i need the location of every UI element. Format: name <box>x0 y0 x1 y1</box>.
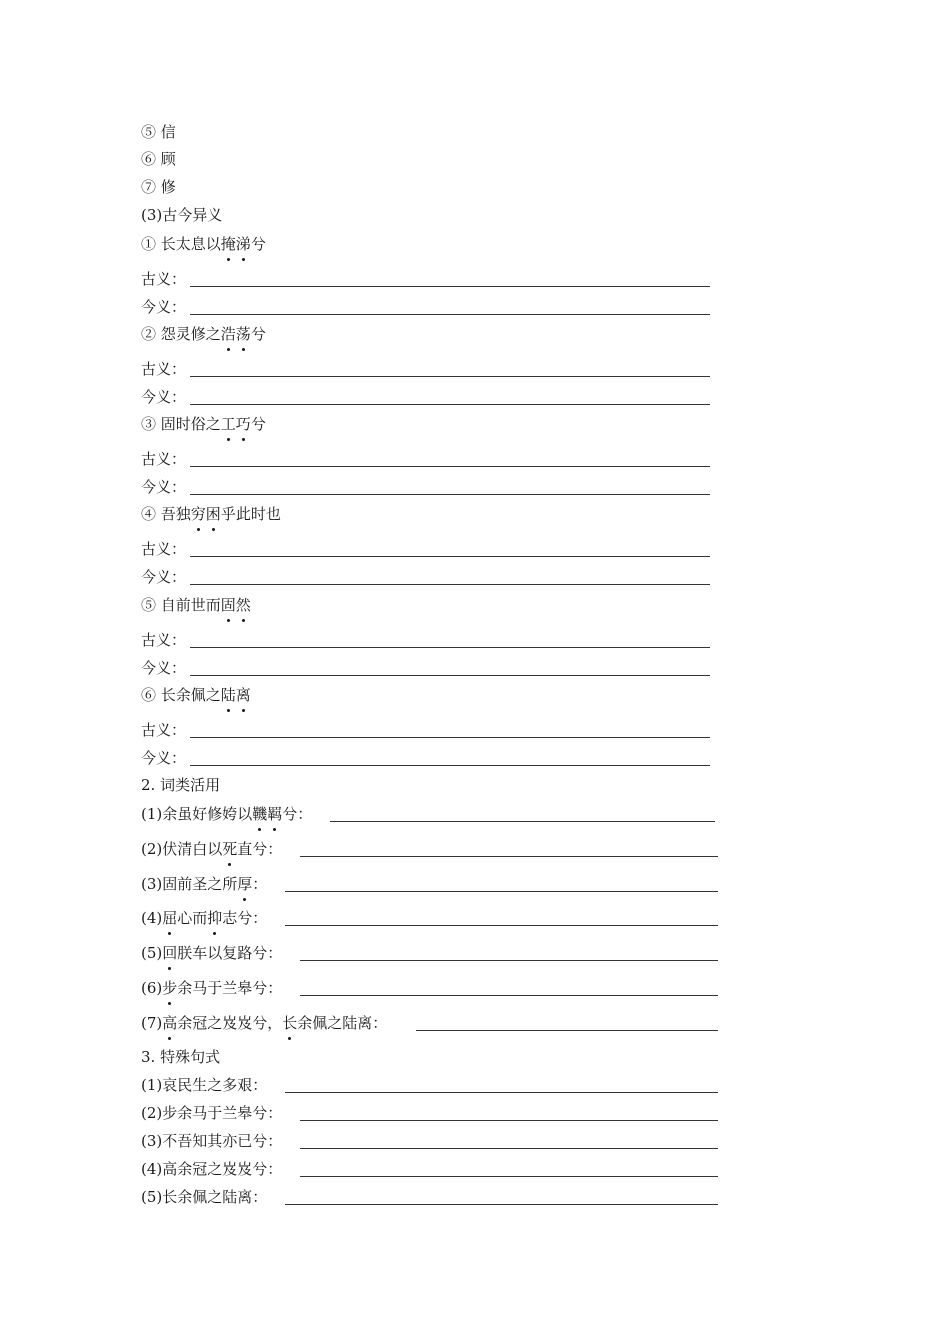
answer-line[interactable] <box>300 856 718 857</box>
gu-label: 古义： <box>141 631 187 649</box>
gu-label: 古义： <box>141 450 187 468</box>
answer-line[interactable] <box>190 404 710 405</box>
answer-line[interactable] <box>300 960 718 961</box>
word-item: ⑥ 顾 <box>141 150 176 168</box>
answer-line[interactable] <box>416 1030 718 1031</box>
answer-line[interactable] <box>190 737 710 738</box>
gu-label: 古义： <box>141 360 187 378</box>
jin-label: 今义： <box>141 298 187 316</box>
answer-line[interactable] <box>190 314 710 315</box>
answer-line[interactable] <box>190 286 710 287</box>
answer-line[interactable] <box>190 647 710 648</box>
jin-label: 今义： <box>141 659 187 677</box>
gujin-phrase: ① 长太息以掩涕兮 <box>141 232 266 256</box>
teshu-item: (1)哀民生之多艰： <box>141 1076 268 1094</box>
gujin-phrase: ⑤ 自前世而固然 <box>141 593 251 617</box>
teshu-item: (2)步余马于兰皋兮： <box>141 1104 283 1122</box>
gujin-phrase: ⑥ 长余佩之陆离 <box>141 683 251 707</box>
gujin-phrase: ③ 固时俗之工巧兮 <box>141 412 266 436</box>
teshu-item: (5)长余佩之陆离： <box>141 1188 268 1206</box>
gu-label: 古义： <box>141 721 187 739</box>
huoyong-item: (2)伏清白以死直兮： <box>141 837 282 861</box>
answer-line[interactable] <box>300 1148 718 1149</box>
huoyong-item: (7)高余冠之岌岌兮，长余佩之陆离： <box>141 1011 387 1035</box>
answer-line[interactable] <box>330 821 715 822</box>
jin-label: 今义： <box>141 749 187 767</box>
word-item: ⑤ 信 <box>141 123 176 141</box>
gujin-phrase: ④ 吾独穷困乎此时也 <box>141 502 281 526</box>
answer-line[interactable] <box>190 556 710 557</box>
answer-line[interactable] <box>300 1176 718 1177</box>
jin-label: 今义： <box>141 478 187 496</box>
answer-line[interactable] <box>190 765 710 766</box>
gujin-phrase: ② 怨灵修之浩荡兮 <box>141 322 266 346</box>
answer-line[interactable] <box>300 995 718 996</box>
teshu-item: (3)不吾知其亦已兮： <box>141 1132 283 1150</box>
answer-line[interactable] <box>285 1204 718 1205</box>
huoyong-item: (1)余虽好修姱以鞿羁兮： <box>141 802 312 826</box>
answer-line[interactable] <box>190 376 710 377</box>
answer-line[interactable] <box>285 925 718 926</box>
answer-line[interactable] <box>190 584 710 585</box>
huoyong-item: (4)屈心而抑志兮： <box>141 906 267 930</box>
jin-label: 今义： <box>141 388 187 406</box>
answer-line[interactable] <box>285 1092 718 1093</box>
section-heading: 2. 词类活用 <box>141 776 221 794</box>
section-heading: (3)古今异义 <box>141 206 223 224</box>
gu-label: 古义： <box>141 270 187 288</box>
answer-line[interactable] <box>190 466 710 467</box>
huoyong-item: (6)步余马于兰皋兮： <box>141 976 282 1000</box>
answer-line[interactable] <box>300 1120 718 1121</box>
answer-line[interactable] <box>190 675 710 676</box>
gu-label: 古义： <box>141 540 187 558</box>
huoyong-item: (3)固前圣之所厚： <box>141 872 267 896</box>
answer-line[interactable] <box>285 891 718 892</box>
huoyong-item: (5)回朕车以复路兮： <box>141 941 282 965</box>
word-item: ⑦ 修 <box>141 178 176 196</box>
answer-line[interactable] <box>190 494 710 495</box>
jin-label: 今义： <box>141 568 187 586</box>
teshu-item: (4)高余冠之岌岌兮： <box>141 1160 283 1178</box>
section-heading: 3. 特殊句式 <box>141 1048 221 1066</box>
